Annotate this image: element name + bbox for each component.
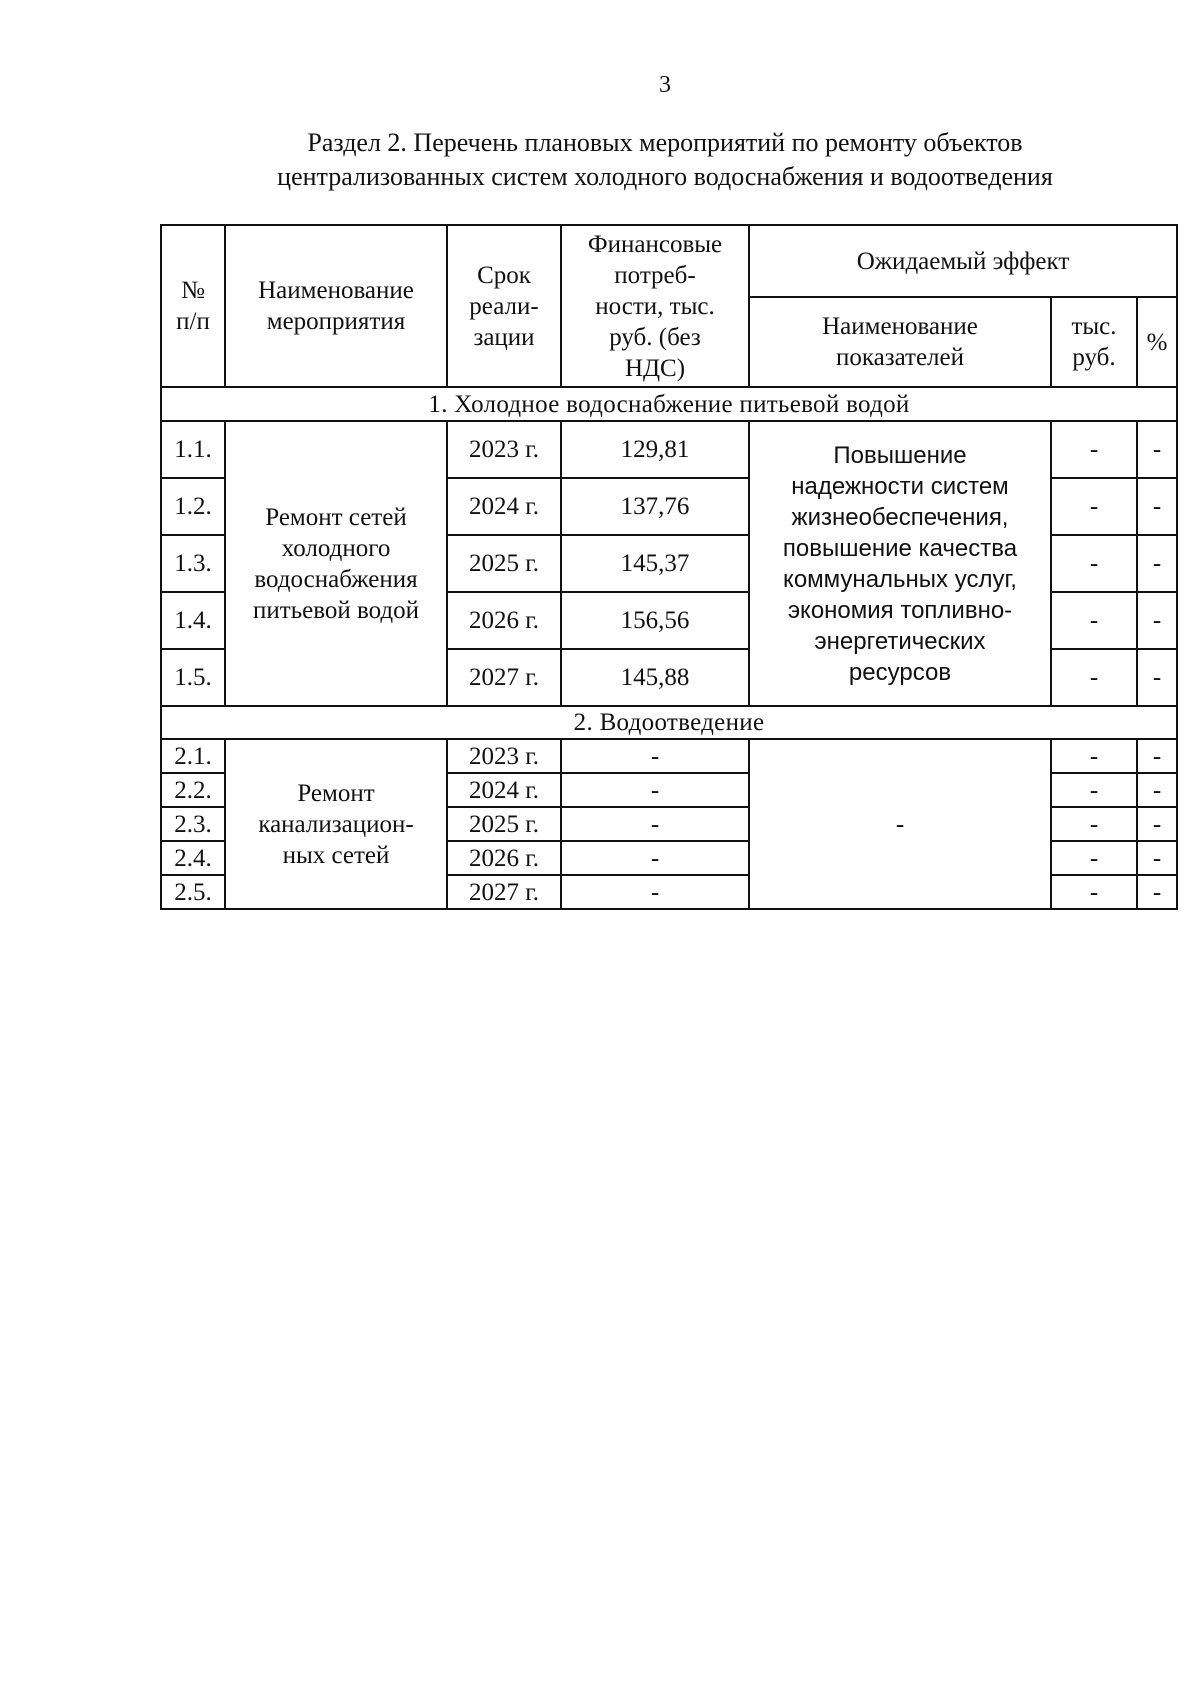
thous-value: - [1051,592,1137,649]
year: 2026 г. [447,592,561,649]
financing: 156,56 [561,592,749,649]
year: 2027 г. [447,649,561,706]
header-effect: Ожидаемый эффект [749,225,1177,297]
percent-value: - [1137,478,1177,535]
effect-line: экономия топливно- [787,596,1013,624]
measure-name [225,739,447,909]
thous-value: - [1051,773,1137,807]
percent-value: - [1137,592,1177,649]
thous-value: - [1051,875,1137,909]
measure-name-line: ных сетей [282,841,390,869]
percent-value: - [1137,421,1177,478]
row-number: 2.5. [161,875,225,909]
table-row [161,421,1177,478]
header-thous [1051,297,1137,387]
section-2-title: 2. Водоотведение [161,706,1177,739]
financing: - [561,807,749,841]
measure-name-line: водоснабжения [254,565,418,593]
financing: - [561,773,749,807]
percent-value: - [1137,875,1177,909]
year: 2027 г. [447,875,561,909]
percent-value: - [1137,649,1177,706]
header-fin-line: ности, тыс. [595,292,715,320]
page-number: 3 [659,72,671,98]
header-percent: % [1137,297,1177,387]
thous-value: - [1051,841,1137,875]
effect-line: ресурсов [848,658,952,686]
measure-name-line: питьевой водой [253,596,419,624]
header-term-line: Срок [477,261,531,289]
financing: 145,88 [561,649,749,706]
year: 2025 г. [447,535,561,592]
row-number: 2.2. [161,773,225,807]
section-row [161,706,1177,739]
header-term-line: зации [473,323,535,351]
header-indicator-line: показателей [835,344,965,371]
header-name-line: мероприятия [266,308,406,335]
row-number: 1.3. [161,535,225,592]
measure-name-line: Ремонт [297,779,375,807]
year: 2025 г. [447,807,561,841]
measure-name-line: холодного [281,534,391,562]
financing: - [561,875,749,909]
financing: 129,81 [561,421,749,478]
thous-value: - [1051,478,1137,535]
year: 2023 г. [447,739,561,773]
header-term-line: реали- [469,292,539,320]
year: 2024 г. [447,773,561,807]
year: 2024 г. [447,478,561,535]
row-number: 1.4. [161,592,225,649]
header-term [447,225,561,387]
row-number: 1.1. [161,421,225,478]
header-name [225,225,447,387]
expected-effect: - [749,739,1051,909]
measure-name [225,421,447,706]
percent-value: - [1137,841,1177,875]
financing: - [561,739,749,773]
thous-value: - [1051,649,1137,706]
effect-line: энергетических [814,627,986,655]
expected-effect [749,421,1051,706]
thous-value: - [1051,739,1137,773]
table-row [161,739,1177,773]
header-num-line: № [181,277,205,304]
header-num [161,225,225,387]
header-thous-line: руб. [1072,344,1116,371]
header-num-line: п/п [176,308,210,335]
percent-value: - [1137,773,1177,807]
thous-value: - [1051,421,1137,478]
row-number: 1.2. [161,478,225,535]
thous-value: - [1051,807,1137,841]
row-number: 1.5. [161,649,225,706]
header-name-line: Наименование [258,277,414,304]
header-fin-line: Финансовые [587,230,723,258]
row-number: 2.4. [161,841,225,875]
effect-line: надежности систем [791,472,1009,500]
financing: 145,37 [561,535,749,592]
title-line-1: Раздел 2. Перечень плановых мероприятий по ремонту объектов [307,128,1023,157]
header-financing [561,225,749,387]
financing: - [561,841,749,875]
title-line-2: централизованных систем холодного водоснабжения и водоотведения [277,162,1053,191]
effect-line: повышение качества [782,534,1018,562]
percent-value: - [1137,807,1177,841]
financing: 137,76 [561,478,749,535]
percent-value: - [1137,739,1177,773]
header-fin-line: руб. (без [609,323,701,351]
measure-name-line: Ремонт сетей [265,503,407,531]
measures-table [160,224,1178,910]
row-number: 2.3. [161,807,225,841]
header-fin-line: потреб- [614,261,696,289]
year: 2026 г. [447,841,561,875]
section-title [0,126,1200,194]
row-number: 2.1. [161,739,225,773]
percent-value: - [1137,535,1177,592]
year: 2023 г. [447,421,561,478]
header-row-1 [161,225,1177,297]
section-row [161,387,1177,421]
header-indicator-line: Наименование [822,313,978,340]
header-indicator [749,297,1051,387]
measure-name-line: канализацион- [258,810,414,838]
effect-line: коммунальных услуг, [783,565,1017,593]
thous-value: - [1051,535,1137,592]
header-fin-line: НДС) [624,354,686,382]
section-1-title: 1. Холодное водоснабжение питьевой водой [161,387,1177,421]
header-thous-line: тыс. [1071,313,1117,340]
effect-line: жизнеобеспечения, [791,503,1009,531]
effect-line: Повышение [833,441,967,469]
